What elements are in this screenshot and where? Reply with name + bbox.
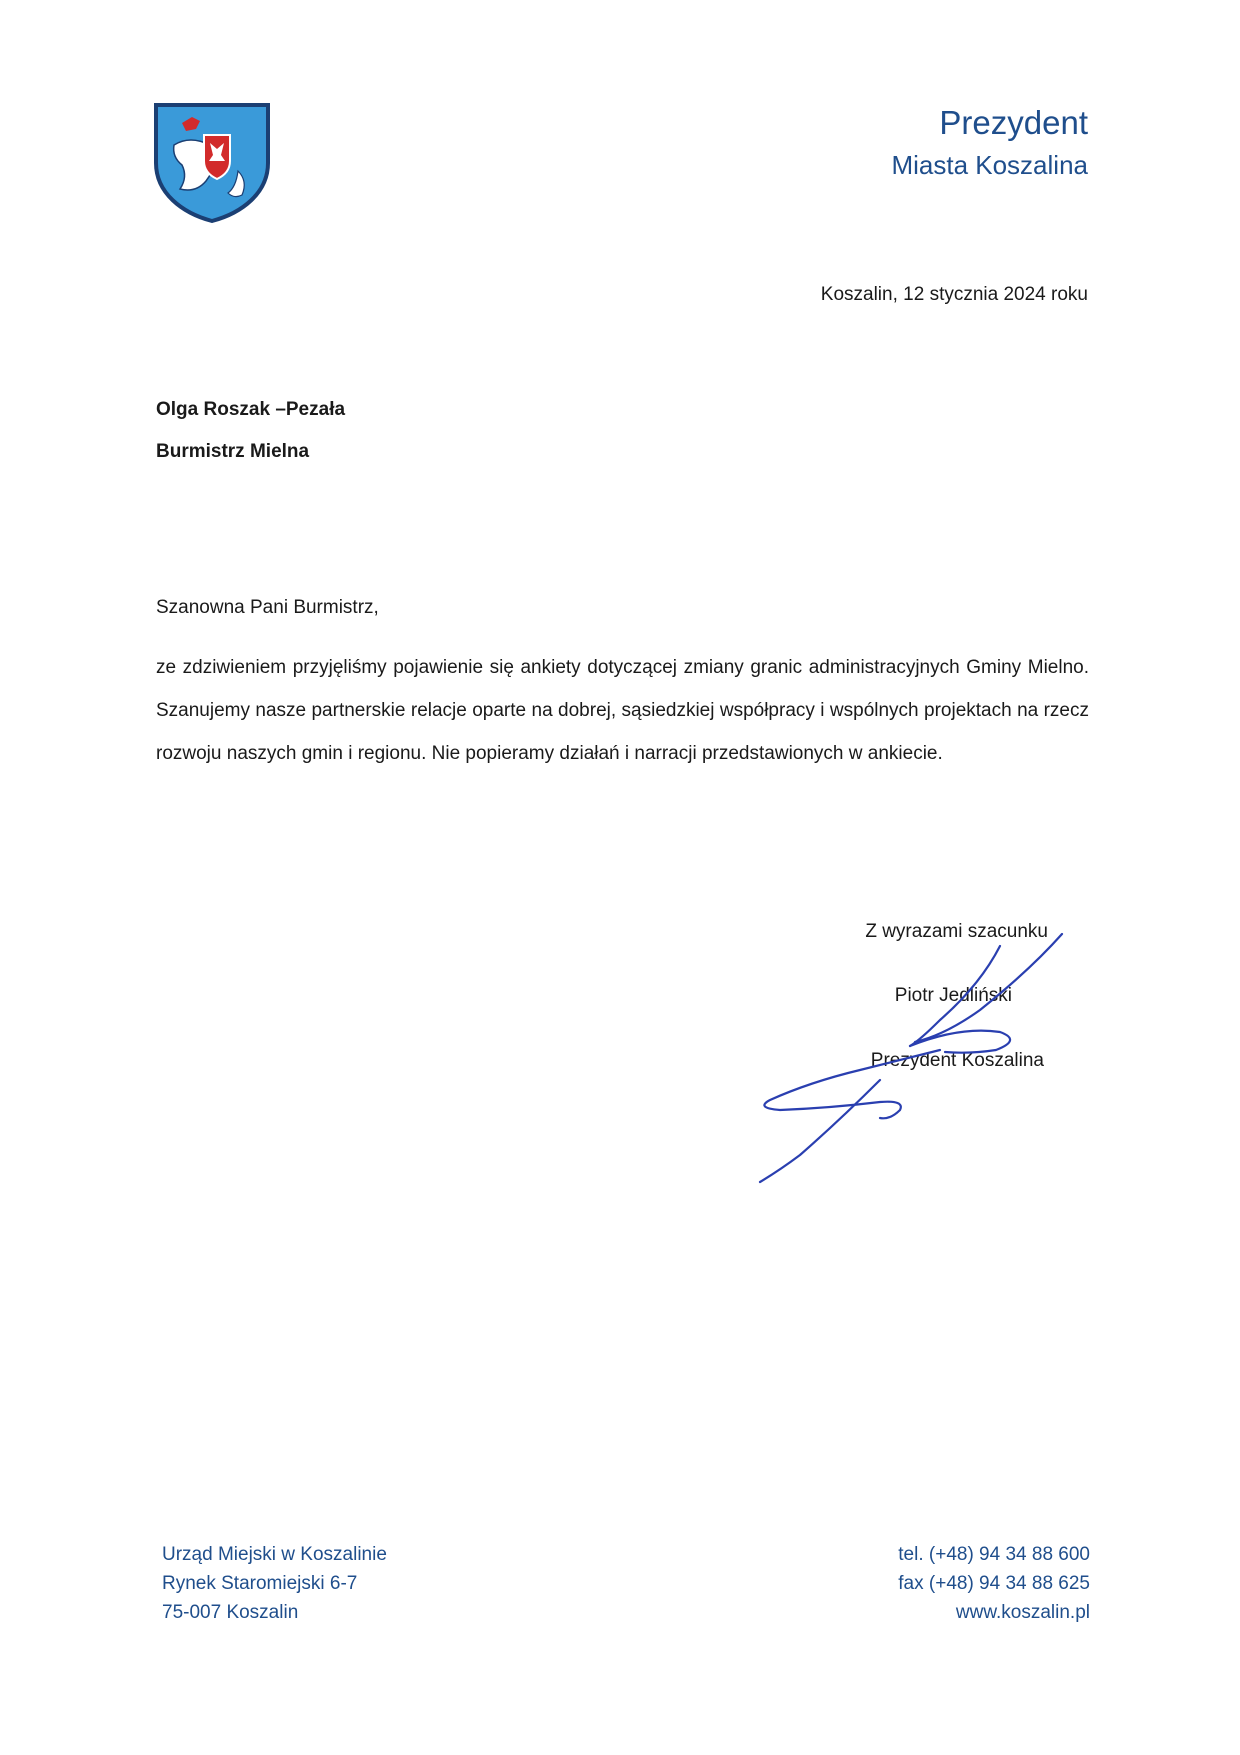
footer-postal-city: 75-007 Koszalin: [162, 1602, 299, 1623]
footer-contact: [898, 1540, 1090, 1627]
coat-of-arms-icon: [152, 101, 272, 223]
footer-website-link[interactable]: www.koszalin.pl: [955, 1602, 1090, 1623]
signer-name: Piotr Jedliński: [894, 985, 1012, 1006]
salutation: Szanowna Pani Burmistrz,: [156, 597, 379, 618]
letter-date: Koszalin, 12 stycznia 2024 roku: [820, 284, 1088, 305]
header-title: Prezydent: [939, 104, 1088, 141]
header-subtitle: Miasta Koszalina: [891, 150, 1088, 180]
footer-street: Rynek Staromiejski 6-7: [162, 1573, 358, 1594]
letter-body: ze zdziwieniem przyjęliśmy pojawienie się ankiety dotyczącej zmiany granic administracyjnych Gminy Mielno. Szanujemy nasze partnerskie relacje oparte na dobrej, sąsiedzkiej współpracy i wspólnych projektach na rzecz rozwoju naszych gmin i regionu. Nie popieramy działań i narracji przedstawionych w ankiecie.: [156, 657, 1089, 764]
footer-fax: fax (+48) 94 34 88 625: [898, 1573, 1090, 1594]
recipient-title: Burmistrz Mielna: [156, 441, 310, 462]
closing-phrase: Z wyrazami szacunku: [865, 921, 1048, 942]
footer-office-address: [162, 1540, 387, 1627]
footer-office-name: Urząd Miejski w Koszalinie: [162, 1544, 387, 1565]
handwritten-signature: [730, 930, 1070, 1190]
recipient-name: Olga Roszak –Pezała: [156, 399, 346, 420]
footer-phone: tel. (+48) 94 34 88 600: [898, 1544, 1090, 1565]
signer-role: Prezydent Koszalina: [870, 1050, 1044, 1071]
